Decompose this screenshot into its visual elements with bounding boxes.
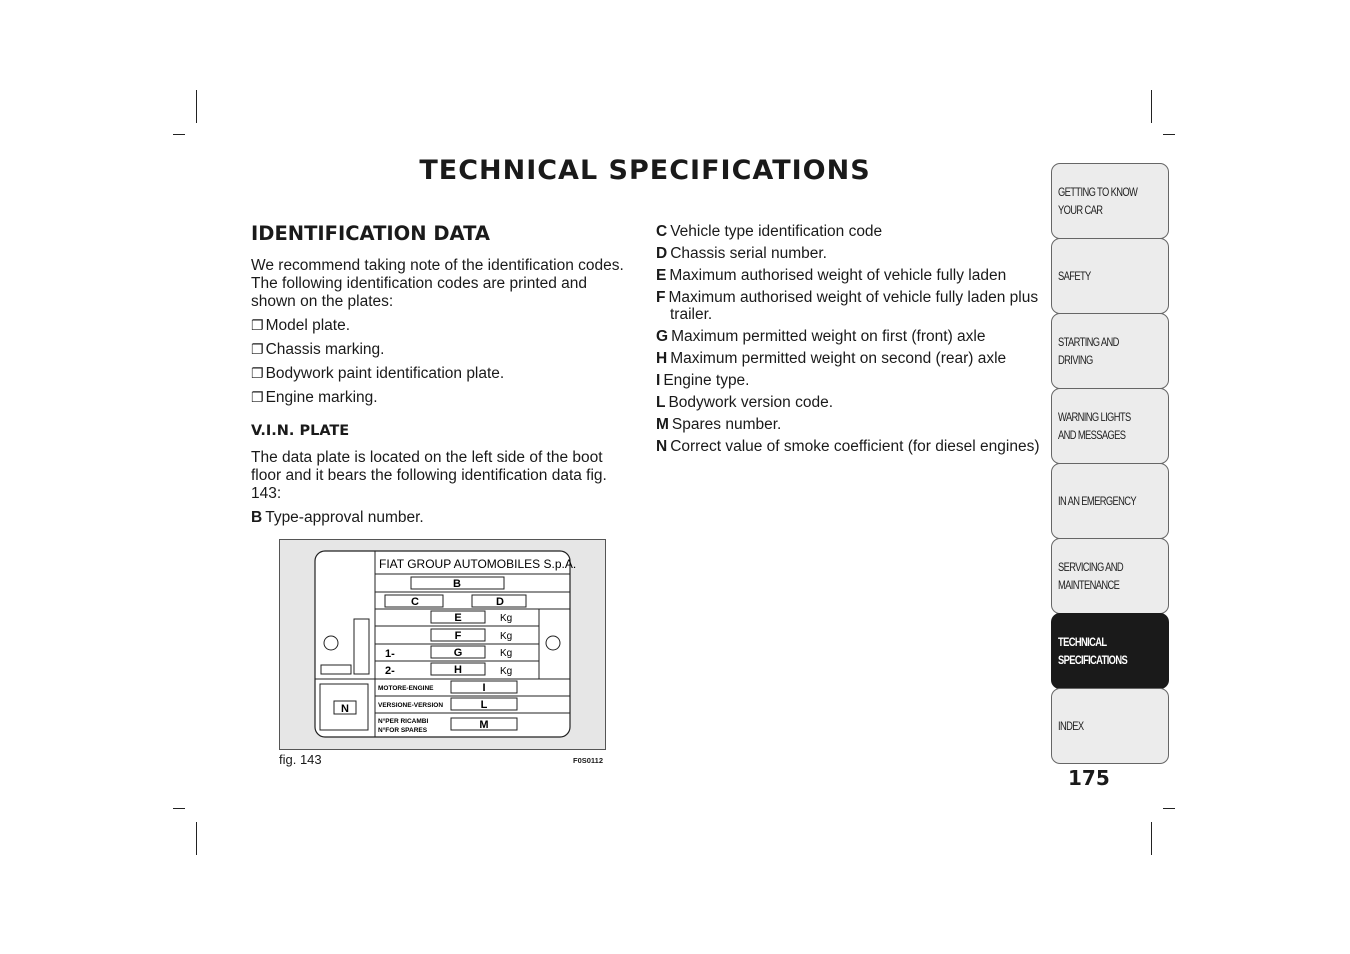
legend-item: C Vehicle type identification code: [656, 223, 883, 240]
svg-text:I: I: [482, 682, 486, 694]
rivet-hole-icon: [546, 636, 560, 650]
bullet-item: ❐ Engine marking.: [251, 389, 378, 406]
tab-index[interactable]: INDEX: [1051, 688, 1169, 764]
legend-item: M Spares number.: [656, 416, 782, 433]
legend-item: F Maximum authorised weight of vehicle fully laden plus trailer.: [656, 289, 1039, 323]
bullet-item: ❐ Bodywork paint identification plate.: [251, 365, 505, 382]
tab-emergency[interactable]: IN AN EMERGENCY: [1051, 463, 1169, 539]
chapter-tabs: [1051, 163, 1169, 763]
legend-item: I Engine type.: [656, 372, 750, 389]
legend-item: D Chassis serial number.: [656, 245, 827, 262]
section-heading: IDENTIFICATION DATA: [251, 222, 490, 245]
svg-text:D: D: [496, 596, 504, 608]
svg-text:H: H: [454, 664, 462, 676]
vin-plate-figure: [279, 539, 606, 750]
svg-text:1-: 1-: [385, 648, 395, 660]
checkbox-bullet-icon: ❐: [251, 366, 264, 382]
tab-starting-driving[interactable]: STARTING AND DRIVING: [1051, 313, 1169, 389]
svg-text:C: C: [411, 596, 419, 608]
tab-servicing[interactable]: SERVICING AND MAINTENANCE: [1051, 538, 1169, 614]
figure-code: F0S0112: [573, 756, 604, 765]
svg-text:Kg: Kg: [500, 666, 513, 677]
svg-text:F: F: [454, 630, 462, 642]
plate-header: FIAT GROUP AUTOMOBILES S.p.A.: [379, 557, 577, 571]
checkbox-bullet-icon: ❐: [251, 390, 264, 406]
intro-paragraph: We recommend taking note of the identification codes. The following identification codes are printed and shown on the plates:: [251, 257, 624, 310]
svg-text:M: M: [479, 719, 489, 731]
vin-plate-diagram: [280, 540, 605, 749]
legend-item: N Correct value of smoke coefficient (for diesel engines): [656, 438, 1040, 455]
plate-n-label: N: [341, 703, 349, 715]
crop-mark: [173, 808, 185, 809]
svg-text:VERSIONE-VERSION: VERSIONE-VERSION: [378, 702, 444, 709]
crop-mark: [173, 134, 185, 135]
crop-mark: [196, 822, 197, 855]
checkbox-bullet-icon: ❐: [251, 342, 264, 358]
svg-text:N°PER RICAMBI: N°PER RICAMBI: [378, 718, 429, 725]
svg-text:L: L: [480, 699, 488, 711]
vin-paragraph: The data plate is located on the left side of the boot floor and it bears the following identification data fig. 143:: [251, 449, 607, 502]
svg-text:MOTORE-ENGINE: MOTORE-ENGINE: [378, 685, 434, 692]
legend-item-b: B Type-approval number.: [251, 509, 424, 526]
rivet-hole-icon: [324, 636, 338, 650]
subheading-vin-plate: V.I.N. PLATE: [251, 423, 350, 439]
figure-caption: fig. 143: [279, 752, 322, 767]
checkbox-bullet-icon: ❐: [251, 318, 264, 334]
svg-text:E: E: [454, 612, 462, 624]
tab-warning-lights[interactable]: WARNING LIGHTS AND MESSAGES: [1051, 388, 1169, 464]
legend-item: G Maximum permitted weight on first (front) axle: [656, 328, 986, 345]
svg-text:Kg: Kg: [500, 613, 513, 624]
crop-mark: [1151, 822, 1152, 855]
crop-mark: [1163, 134, 1175, 135]
svg-text:N°FOR SPARES: N°FOR SPARES: [378, 727, 428, 734]
svg-text:2-: 2-: [385, 665, 395, 677]
right-column: [656, 223, 1041, 460]
page-number: 175: [1068, 766, 1110, 790]
tab-safety[interactable]: SAFETY: [1051, 238, 1169, 314]
bullet-item: ❐ Model plate.: [251, 317, 351, 334]
legend-item: E Maximum authorised weight of vehicle fully laden: [656, 267, 1007, 284]
crop-mark: [196, 90, 197, 123]
left-column: [251, 222, 631, 531]
legend-item: H Maximum permitted weight on second (rear) axle: [656, 350, 1007, 367]
tab-technical-specifications[interactable]: TECHNICAL SPECIFICATIONS: [1051, 613, 1169, 689]
svg-text:Kg: Kg: [500, 631, 513, 642]
bullet-item: ❐ Chassis marking.: [251, 341, 385, 358]
svg-text:Kg: Kg: [500, 648, 513, 659]
crop-mark: [1151, 90, 1152, 123]
crop-mark: [1163, 808, 1175, 809]
svg-text:G: G: [453, 647, 463, 659]
tab-getting-to-know[interactable]: GETTING TO KNOW YOUR CAR: [1051, 163, 1169, 239]
legend-item: L Bodywork version code.: [656, 394, 834, 411]
page-title: TECHNICAL SPECIFICATIONS: [419, 155, 871, 186]
svg-text:B: B: [453, 578, 461, 590]
